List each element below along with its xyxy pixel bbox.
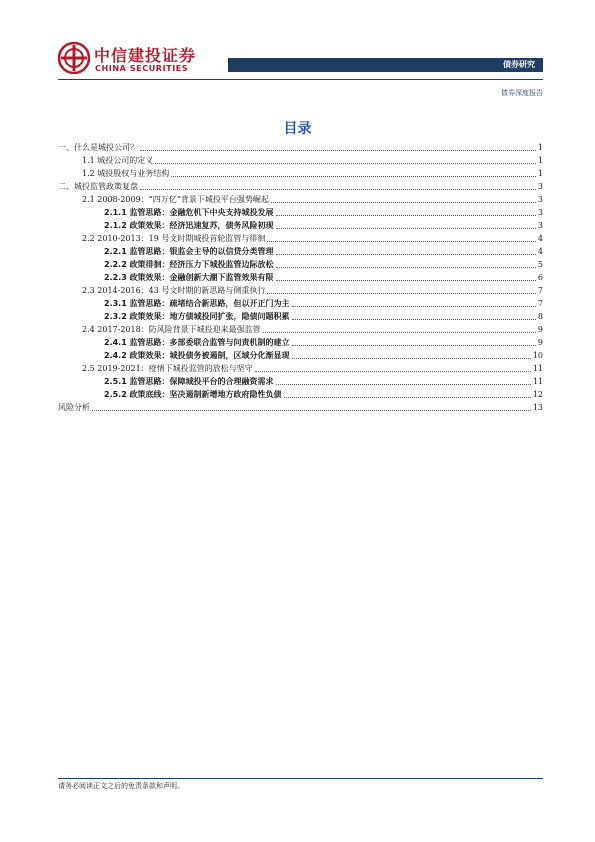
toc-entry[interactable] [58,401,543,414]
toc-leader-dots [140,189,536,190]
toc-entry-label: 2.1 2008-2009：“四万亿”背景下城投平台强势崛起 [82,195,269,204]
toc-entry-page: 8 [537,312,543,321]
footer-divider [58,778,543,779]
toc-entry-label: 2.5 2019-2021：疫情下城投监管的放松与坚守 [82,364,253,373]
toc-entry-page: 11 [532,364,543,373]
toc-entry[interactable] [58,362,543,375]
toc-entry-label: 2.1.2 政策效果：经济迅速复苏，债务风险初现 [104,221,274,230]
toc-leader-dots [267,241,535,242]
toc-entry[interactable] [58,167,543,180]
toc-entry[interactable] [58,336,543,349]
toc-leader-dots [271,202,536,203]
toc-entry-label: 2.3.1 监管思路：疏堵结合新思路，但以开正门为主 [104,299,290,308]
toc-entry-page: 5 [537,260,543,269]
toc-leader-dots [292,306,536,307]
logo-english-name: CHINA SECURITIES [95,64,189,73]
toc-leader-dots [284,397,531,398]
toc-entry-page: 9 [537,338,543,347]
toc-entry-page: 3 [537,182,543,191]
toc-entry[interactable] [58,206,543,219]
toc-leader-dots [171,176,536,177]
toc-entry[interactable] [58,219,543,232]
toc-entry-label: 2.3.2 政策效果：地方债城投同扩张，隐债问题积累 [104,312,290,321]
logo-emblem-icon [58,42,90,74]
toc-entry-label: 2.5.2 政策底线：坚决遏制新增地方政府隐性负债 [104,390,282,399]
toc-entry-page: 3 [537,221,543,230]
toc-entry-label: 2.2.3 政策效果：金融创新大潮下监管效果有限 [104,273,274,282]
toc-entry-label: 2.5.1 监管思路：保障城投平台的合理融资需求 [104,377,274,386]
toc-entry-label: 2.4 2017-2018：防风险背景下城投迎来最强监管 [82,325,261,334]
toc-entry-label: 2.3 2014-2016：43 号文时期的新思路与侧重执行 [82,286,266,295]
toc-leader-dots [292,358,531,359]
toc-entry-page: 11 [532,377,543,386]
toc-entry-label: 2.4.2 政策效果：城投债务被遏制，区域分化渐显现 [104,351,290,360]
toc-entry-page: 1 [537,143,543,152]
toc-entry-label: 二、城投监管政策复盘 [58,182,138,191]
toc-entry-page: 4 [537,234,543,243]
toc-entry-page: 4 [537,247,543,256]
toc-entry[interactable] [58,193,543,206]
toc-entry-page: 3 [537,208,543,217]
toc-entry[interactable] [58,310,543,323]
toc-entry[interactable] [58,284,543,297]
toc-leader-dots [292,319,536,320]
toc-leader-dots [255,371,531,372]
toc-entry[interactable] [58,258,543,271]
toc-leader-dots [276,384,531,385]
logo-chinese-name: 中信建投证券 [94,46,197,65]
table-of-contents [58,141,543,414]
toc-entry-label: 2.2.1 监管思路：银监会主导的以信贷分类管理 [104,247,274,256]
toc-leader-dots [276,215,536,216]
toc-leader-dots [276,280,536,281]
toc-entry[interactable] [58,232,543,245]
toc-entry-page: 10 [532,351,543,360]
toc-leader-dots [267,293,535,294]
footer-disclaimer: 请务必阅读正文之后的免责条款和声明。 [58,782,184,790]
toc-title: 目录 [283,121,312,137]
toc-leader-dots [155,163,536,164]
toc-leader-dots [292,345,536,346]
toc-entry-page: 13 [532,403,543,412]
toc-entry[interactable] [58,375,543,388]
toc-leader-dots [276,254,536,255]
header-banner [228,58,543,72]
toc-leader-dots [276,267,536,268]
toc-entry[interactable] [58,141,543,154]
toc-entry-page: 7 [537,286,543,295]
toc-leader-dots [140,150,536,151]
header-divider [58,79,543,80]
section-tag: 债券研究 [503,60,535,69]
toc-entry-page: 1 [537,156,543,165]
toc-entry[interactable] [58,245,543,258]
toc-entry-page: 7 [537,299,543,308]
toc-entry-label: 2.4.1 监管思路：多部委联合监管与问责机制的建立 [104,338,290,347]
toc-entry-page: 9 [537,325,543,334]
toc-entry-label: 1.2 城投股权与业务结构 [82,169,170,178]
toc-entry[interactable] [58,154,543,167]
toc-entry[interactable] [58,349,543,362]
toc-entry-label: 2.2.2 政策徘徊：经济压力下城投监管边际放松 [104,260,274,269]
toc-entry-label: 2.1.1 监管思路：金融危机下中央支持城投发展 [104,208,274,217]
toc-entry-label: 一、什么是城投公司？ [58,143,138,152]
toc-leader-dots [263,332,536,333]
toc-entry-label: 1.1 城投公司的定义 [82,156,154,165]
toc-entry[interactable] [58,323,543,336]
toc-entry-page: 1 [537,169,543,178]
toc-entry[interactable] [58,297,543,310]
toc-entry-page: 6 [537,273,543,282]
toc-entry[interactable] [58,388,543,401]
toc-entry-label: 风险分析 [58,403,90,412]
toc-leader-dots [92,410,531,411]
report-type-label: 债券深度报告 [501,89,543,97]
toc-entry[interactable] [58,271,543,284]
toc-leader-dots [276,228,536,229]
toc-entry[interactable] [58,180,543,193]
toc-entry-label: 2.2 2010-2013：19 号文时期城投首轮监管与徘徊 [82,234,266,243]
toc-entry-page: 12 [532,390,543,399]
toc-entry-page: 3 [537,195,543,204]
